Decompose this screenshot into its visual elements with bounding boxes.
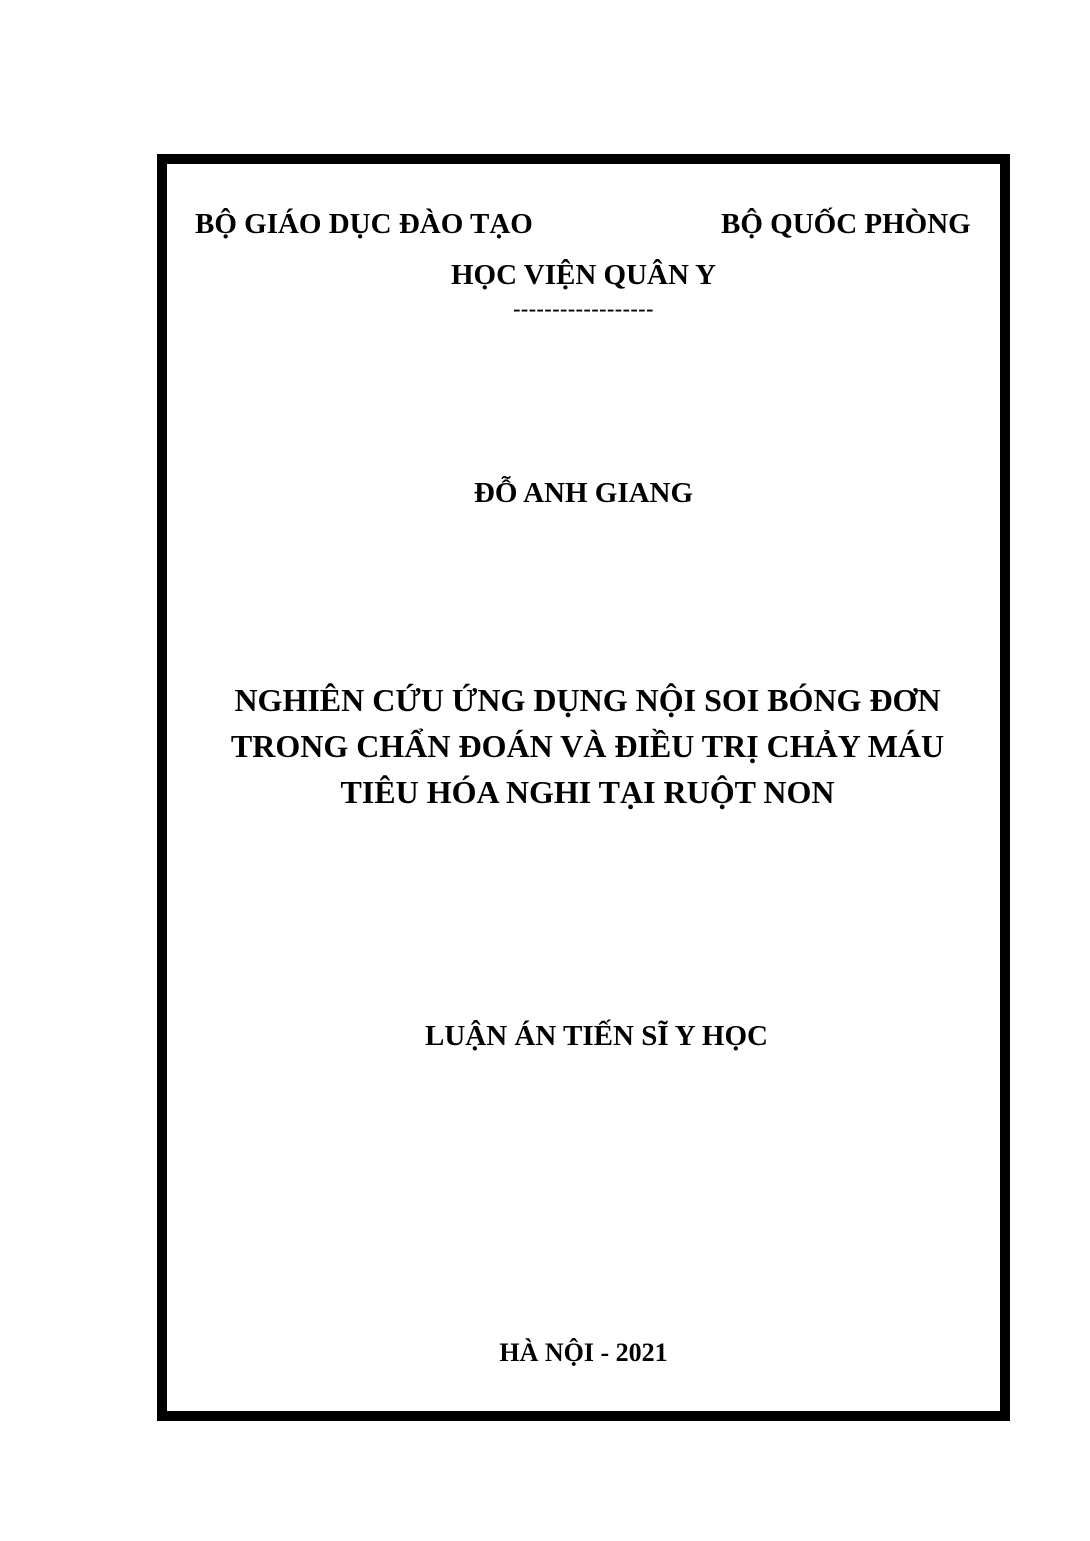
place-and-year: HÀ NỘI - 2021 bbox=[499, 1338, 668, 1367]
author-name: ĐỖ ANH GIANG bbox=[473, 477, 694, 509]
ministry-of-defense: BỘ QUỐC PHÒNG bbox=[721, 208, 971, 240]
thesis-title bbox=[175, 677, 1000, 815]
header-separator: ------------------ bbox=[513, 296, 654, 321]
academy-name: HỌC VIỆN QUÂN Y bbox=[450, 259, 717, 291]
thesis-title-line: TRONG CHẨN ĐOÁN VÀ ĐIỀU TRỊ CHẢY MÁU bbox=[230, 728, 945, 764]
ministry-of-education: BỘ GIÁO DỤC ĐÀO TẠO bbox=[195, 208, 533, 240]
thesis-title-line: TIÊU HÓA NGHI TẠI RUỘT NON bbox=[340, 774, 835, 810]
degree-type: LUẬN ÁN TIẾN SĨ Y HỌC bbox=[425, 1020, 768, 1052]
thesis-title-line: NGHIÊN CỨU ỨNG DỤNG NỘI SOI BÓNG ĐƠN bbox=[234, 682, 941, 718]
